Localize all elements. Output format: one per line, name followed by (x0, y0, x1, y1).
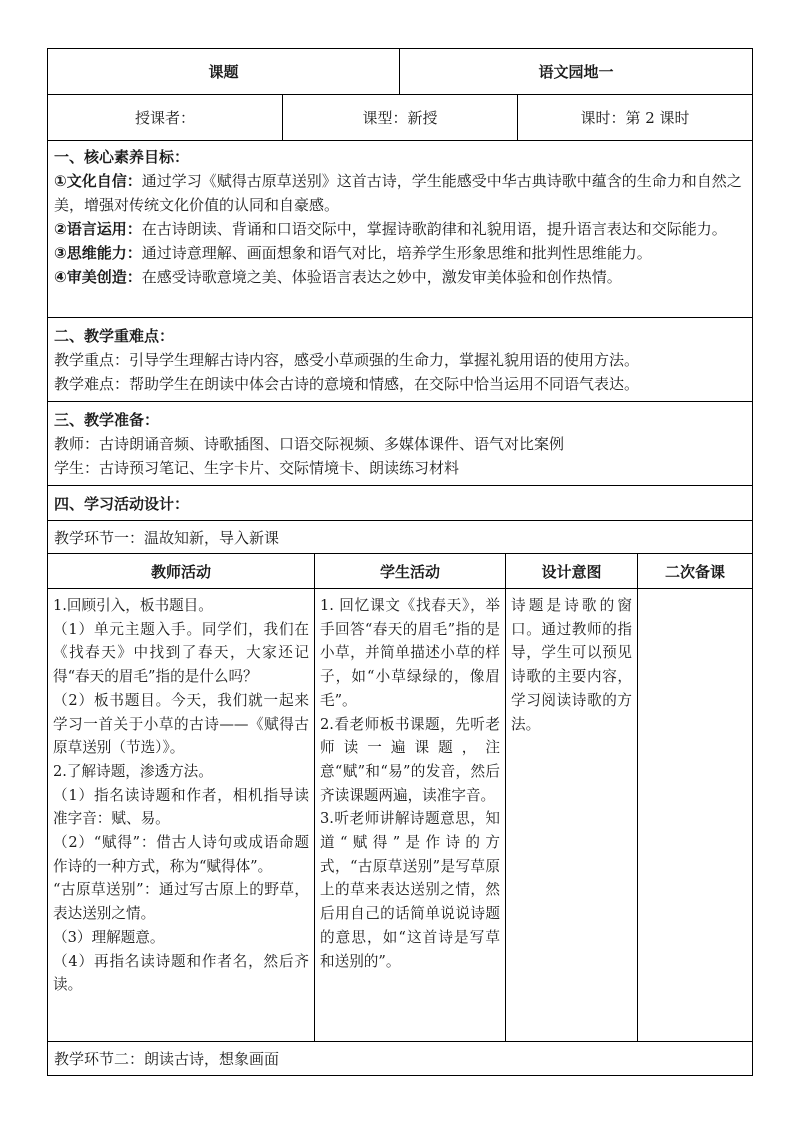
activity-heading-row (47, 486, 753, 521)
teacher-line: （4）再指名读诗题和作者名，然后齐读。 (53, 952, 309, 994)
goal-label: ④审美创造： (54, 268, 142, 286)
student-line: 1. 回忆课文《找春天》，举手回答“春天的眉毛”指的是小草，并简单描述小草的样子，如“小草绿绿的，像眉毛”。 (320, 597, 500, 709)
goal-item (54, 217, 747, 241)
teacher-activity (48, 589, 315, 1041)
goal-text: 在感受诗歌意境之美、体验语言表达之妙中，激发审美体验和创作热情。 (141, 268, 622, 286)
goal-text: 通过学习《赋得古原草送别》这首古诗，学生能感受中华古典诗歌中蕴含的生命力和自然之美，增强对传统文化价值的认同和自豪感。 (54, 172, 742, 214)
goals-section (47, 141, 753, 318)
stage1-label: 教学环节一：温故知新，导入新课 (54, 528, 280, 547)
topic-label: 课题 (48, 49, 400, 94)
prep-heading: 三、教学准备： (54, 411, 160, 429)
goal-label: ③思维能力： (54, 244, 142, 262)
columns-header-row (47, 554, 753, 589)
goal-text: 通过诗意理解、画面想象和语气对比，培养学生形象思维和批判性思维能力。 (141, 244, 652, 262)
prep-section (47, 402, 753, 486)
meta-row (47, 95, 753, 141)
goal-label: ②语言运用： (54, 220, 142, 238)
student-activity (315, 589, 506, 1041)
goal-label: ①文化自信： (54, 172, 142, 190)
prep-content (48, 402, 752, 485)
student-line: 2.看老师板书课题，先听老师读一遍课题，注意“赋”和“易”的发音，然后齐读课题两遍，读准字音。 (320, 715, 500, 804)
student-line: 3.听老师讲解诗题意思，知道“赋得”是作诗的方式，“古原草送别”是写草原上的草来表达送别之情，然后用自己的话简单说说诗题的意思，如“这首诗是写草和送别的”。 (320, 810, 500, 970)
stage2-label: 教学环节二：朗读古诗，想象画面 (54, 1050, 280, 1068)
topic-value: 语文园地一 (538, 63, 614, 81)
type-cell: 课型：新授 (283, 95, 518, 140)
teacher-line: （2）板书题目。今天，我们就一起来学习一首关于小草的古诗——《赋得古原草送别（节选）》。 (53, 691, 309, 757)
prep-line: 教师：古诗朗诵音频、诗歌插图、口语交际视频、多媒体课件、语气对比案例 (54, 435, 565, 453)
goals-content (48, 141, 752, 317)
teacher-line: （3）理解题意。 (53, 928, 165, 946)
teacher-cell: 授课者： (48, 95, 283, 140)
teacher-line: （1）指名读诗题和作者，相机指导读准字音：赋、易。 (53, 786, 309, 828)
activity-heading: 四、学习活动设计： (54, 494, 190, 513)
topic-row (47, 48, 753, 95)
keypoint-line: 教学难点：帮助学生在朗读中体会古诗的意境和情感，在交际中恰当运用不同语气表达。 (54, 375, 640, 393)
teacher-line: （2）“赋得”：借古人诗句或成语命题作诗的一种方式，称为“赋得体”。 (53, 834, 309, 875)
keypoints-section (47, 318, 753, 402)
goal-item (54, 169, 747, 217)
teacher-line: （1）单元主题入手。同学们，我们在《找春天》中找到了春天，大家还记得“春天的眉毛”指的是什么吗？ (53, 620, 309, 686)
stage2-row (47, 1042, 753, 1076)
keypoints-heading: 二、教学重难点： (54, 327, 175, 345)
keypoint-line: 教学重点：引导学生理解古诗内容，感受小草顽强的生命力，掌握礼貌用语的使用方法。 (54, 351, 640, 369)
hours-cell: 课时：第 2 课时 (580, 109, 690, 127)
col-header-intent: 设计意图 (506, 554, 638, 588)
goal-text: 在古诗朗读、背诵和口语交际中，掌握诗歌韵律和礼貌用语，提升语言表达和交际能力。 (141, 220, 727, 238)
goals-heading: 一、核心素养目标： (54, 148, 190, 166)
goal-item (54, 241, 747, 265)
teacher-line: 1.回顾引入，板书题目。 (53, 597, 213, 614)
activity-content-row (47, 589, 753, 1042)
keypoints-content (48, 318, 752, 401)
stage1-row (47, 521, 753, 554)
prep-line: 学生：古诗预习笔记、生字卡片、交际情境卡、朗读练习材料 (54, 459, 460, 477)
col-header-second-prep: 二次备课 (664, 562, 725, 581)
lesson-plan-table (47, 48, 753, 1076)
col-header-teacher: 教师活动 (48, 554, 315, 588)
teacher-line: “古原草送别”：通过写古原上的野草，表达送别之情。 (53, 881, 309, 923)
goal-item (54, 265, 747, 289)
teacher-line: 2.了解诗题，渗透方法。 (53, 762, 213, 780)
second-prep (638, 589, 752, 1041)
design-intent (506, 589, 638, 1041)
col-header-student: 学生活动 (315, 554, 506, 588)
intent-text: 诗题是诗歌的窗口。通过教师的指导，学生可以预见诗歌的主要内容，学习阅读诗歌的方法。 (511, 597, 632, 733)
